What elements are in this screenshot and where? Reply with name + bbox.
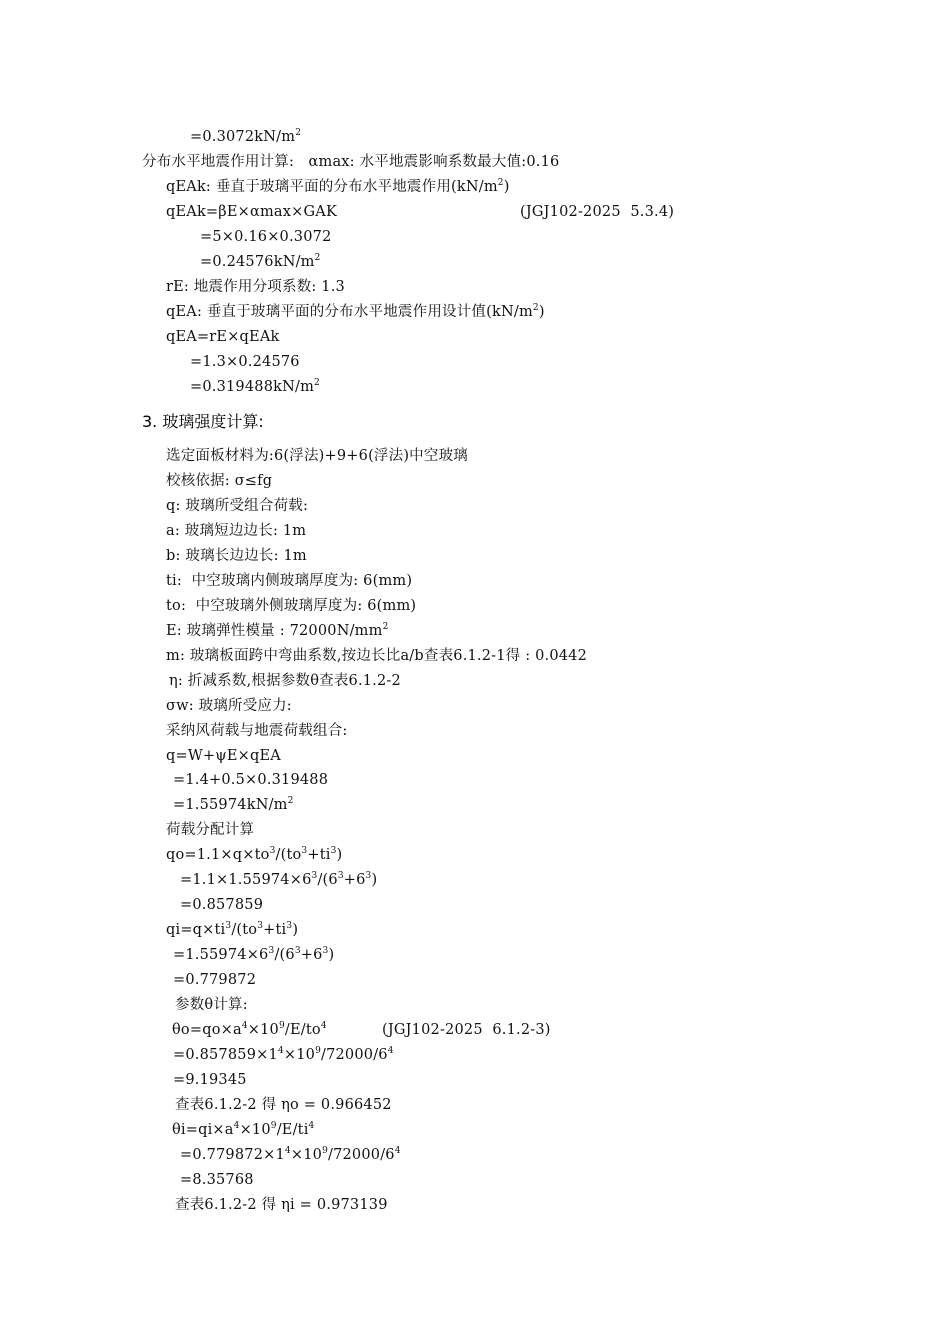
formula-line: $=1.55974\times 6^3/(6^3+6^3)$ [173,946,335,963]
text-line: rE: 地震作用分项系数: 1.3 [166,279,345,295]
text-line: 查表6.1.2-2 得 ηi = 0.973139 [175,1197,388,1213]
text-line: =1.4+0.5×0.319488 [173,772,329,788]
text-line: 查表6.1.2-2 得 ηo = 0.966452 [175,1097,392,1113]
text-line: =5×0.16×0.3072 [200,229,332,245]
text-line: 选定面板材料为:6(浮法)+9+6(浮法)中空玻璃 [166,448,468,464]
text-line: m: 玻璃板面跨中弯曲系数,按边长比a/b查表6.1.2-1得 : 0.0442 [166,648,588,664]
text-line: 参数θ计算: [175,997,248,1013]
text-line: =0.857859 [180,897,264,913]
text-line: E: 玻璃弹性模量 : $72000N/mm^2$ [166,622,389,639]
text-line: 分布水平地震作用计算: αmax: 水平地震影响系数最大值:0.16 [142,154,560,170]
text-line: $=0.319488kN/m^2$ [190,378,320,395]
text-line: q: 玻璃所受组合荷载: [166,498,309,514]
formula-line: $\theta o=qo\times a^4\times 10^9/E/to^4$ [172,1021,327,1038]
text-line: σw: 玻璃所受应力: [166,698,292,714]
text-line: =0.779872 [173,972,257,988]
formula-line: $=0.857859\times 1^4\times 10^9/72000/6^4$ [173,1046,394,1063]
formula-line: $=1.1\times 1.55974\times 6^3/(6^3+6^3)$ [180,871,378,888]
text-line: $=0.3072kN/m^2$ [190,128,302,145]
text-line: η: 折减系数,根据参数θ查表6.1.2-2 [169,673,401,689]
text-line: =9.19345 [173,1072,247,1088]
text-line: $=0.24576kN/m^2$ [200,253,321,270]
text-line: qEAk=βE×αmax×GAK [166,204,337,220]
text-line: q=W+ψE×qEA [166,748,281,764]
text-line: =1.3×0.24576 [190,354,300,370]
text-line: $=1.55974kN/m^2$ [173,796,294,813]
text-line: ti: 中空玻璃内侧玻璃厚度为: 6(mm) [166,573,413,589]
formula-line: $\theta i=qi\times a^4\times 10^9/E/ti^4$ [172,1121,315,1138]
text-line: a: 玻璃短边边长: 1m [166,523,307,539]
text-line: b: 玻璃长边边长: 1m [166,548,307,564]
text-line: qEA: 垂直于玻璃平面的分布水平地震作用设计值$(kN/m^2)$ [166,303,545,320]
text-line: 校核依据: σ≤fg [166,473,273,489]
section-heading: 3. 玻璃强度计算: [142,412,264,431]
text-line: qEAk: 垂直于玻璃平面的分布水平地震作用$(kN/m^2)$ [166,178,510,195]
formula-line: $qi=q\times ti^3/(to^3+ti^3)$ [166,921,299,938]
formula-line: $qo=1.1\times q\times to^3/(to^3+ti^3)$ [166,846,343,863]
text-line: 采纳风荷载与地震荷载组合: [166,723,348,739]
formula-line: $=0.779872\times 1^4\times 10^9/72000/6^4$ [180,1146,401,1163]
text-line: qEA=rE×qEAk [166,329,280,345]
reference-label: (JGJ102-2025 5.3.4) [520,204,675,220]
text-line: =8.35768 [180,1172,254,1188]
text-line: to: 中空玻璃外侧玻璃厚度为: 6(mm) [166,598,417,614]
reference-label: (JGJ102-2025 6.1.2-3) [382,1022,551,1038]
text-line: 荷载分配计算 [166,822,255,838]
